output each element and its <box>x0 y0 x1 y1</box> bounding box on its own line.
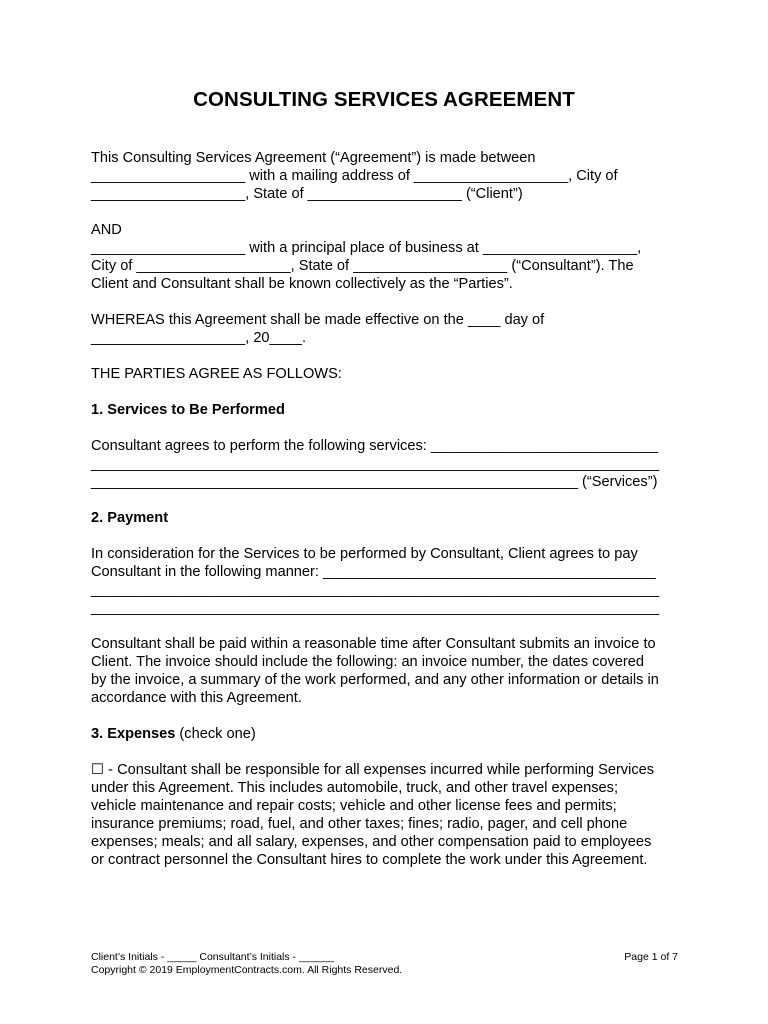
section3-heading-row <box>91 725 681 743</box>
section2-heading: 2. Payment <box>91 510 169 526</box>
invoice-line: Consultant shall be paid within a reasonable time after Consultant submits an invoice to <box>91 636 656 652</box>
expense-checkbox[interactable]: ☐ <box>91 762 105 778</box>
consultant-line: ___________________ with a principal place of business at ___________________, <box>91 240 642 256</box>
agree-line: THE PARTIES AGREE AS FOLLOWS: <box>91 366 342 382</box>
document-body <box>91 149 681 869</box>
expense-option-text: - Consultant shall be responsible for all expenses incurred while performing Services <box>104 762 655 778</box>
section1-line: ____________________________________________________________ (“Services”) <box>91 474 658 490</box>
section1-heading: 1. Services to Be Performed <box>91 402 285 418</box>
expense-option-line: under this Agreement. This includes automobile, truck, and other travel expenses; <box>91 780 619 796</box>
whereas-line: ___________________, 20____. <box>91 330 307 346</box>
document-title: CONSULTING SERVICES AGREEMENT <box>193 88 575 111</box>
consultant-line: City of ___________________, State of ___________________ (“Consultant”). The <box>91 258 634 274</box>
section1-line: ______________________________________________________________________ <box>91 456 660 472</box>
intro-line: ___________________ with a mailing address of ___________________, City of <box>91 168 618 184</box>
invoice-line: Client. The invoice should include the following: an invoice number, the dates covered <box>91 654 645 670</box>
whereas-line: WHEREAS this Agreement shall be made effective on the ____ day of <box>91 312 545 328</box>
intro-line: This Consulting Services Agreement (“Agreement”) is made between <box>91 150 536 166</box>
invoice-line: by the invoice, a summary of the work performed, and any other information or details in <box>91 672 659 688</box>
expense-option-line: insurance premiums; road, fuel, and other taxes; fines; radio, pager, and cell phone <box>91 816 628 832</box>
consultant-line: Client and Consultant shall be known collectively as the “Parties”. <box>91 276 513 292</box>
section1-line: Consultant agrees to perform the following services: ____________________________ <box>91 438 659 454</box>
section3-heading-note: (check one) <box>175 726 256 742</box>
footer-copyright: Copyright © 2019 EmploymentContracts.com. All Rights Reserved. <box>91 964 403 976</box>
expense-option-line <box>91 761 681 779</box>
expense-option-line: expenses; meals; and all salary, expenses, and other compensation paid to employees <box>91 834 652 850</box>
expense-option-line: vehicle maintenance and repair costs; vehicle and other license fees and permits; <box>91 798 617 814</box>
section2-line: ______________________________________________________________________ <box>91 600 660 616</box>
section2-line: Consultant in the following manner: _________________________________________ <box>91 564 656 580</box>
expense-option-line: or contract personnel the Consultant hires to complete the work under this Agreement. <box>91 852 648 868</box>
section2-line: In consideration for the Services to be performed by Consultant, Client agrees to pay <box>91 546 638 562</box>
section2-line: ______________________________________________________________________ <box>91 582 660 598</box>
invoice-line: accordance with this Agreement. <box>91 690 302 706</box>
footer-left <box>91 951 402 977</box>
page-number: Page 1 of 7 <box>624 951 678 963</box>
section3-heading: 3. Expenses <box>91 726 176 742</box>
intro-line: ___________________, State of ___________________ (“Client”) <box>91 186 523 202</box>
and-label: AND <box>91 222 122 238</box>
footer-initials: Client’s Initials - _____ Consultant’s Initials - ______ <box>91 951 335 963</box>
